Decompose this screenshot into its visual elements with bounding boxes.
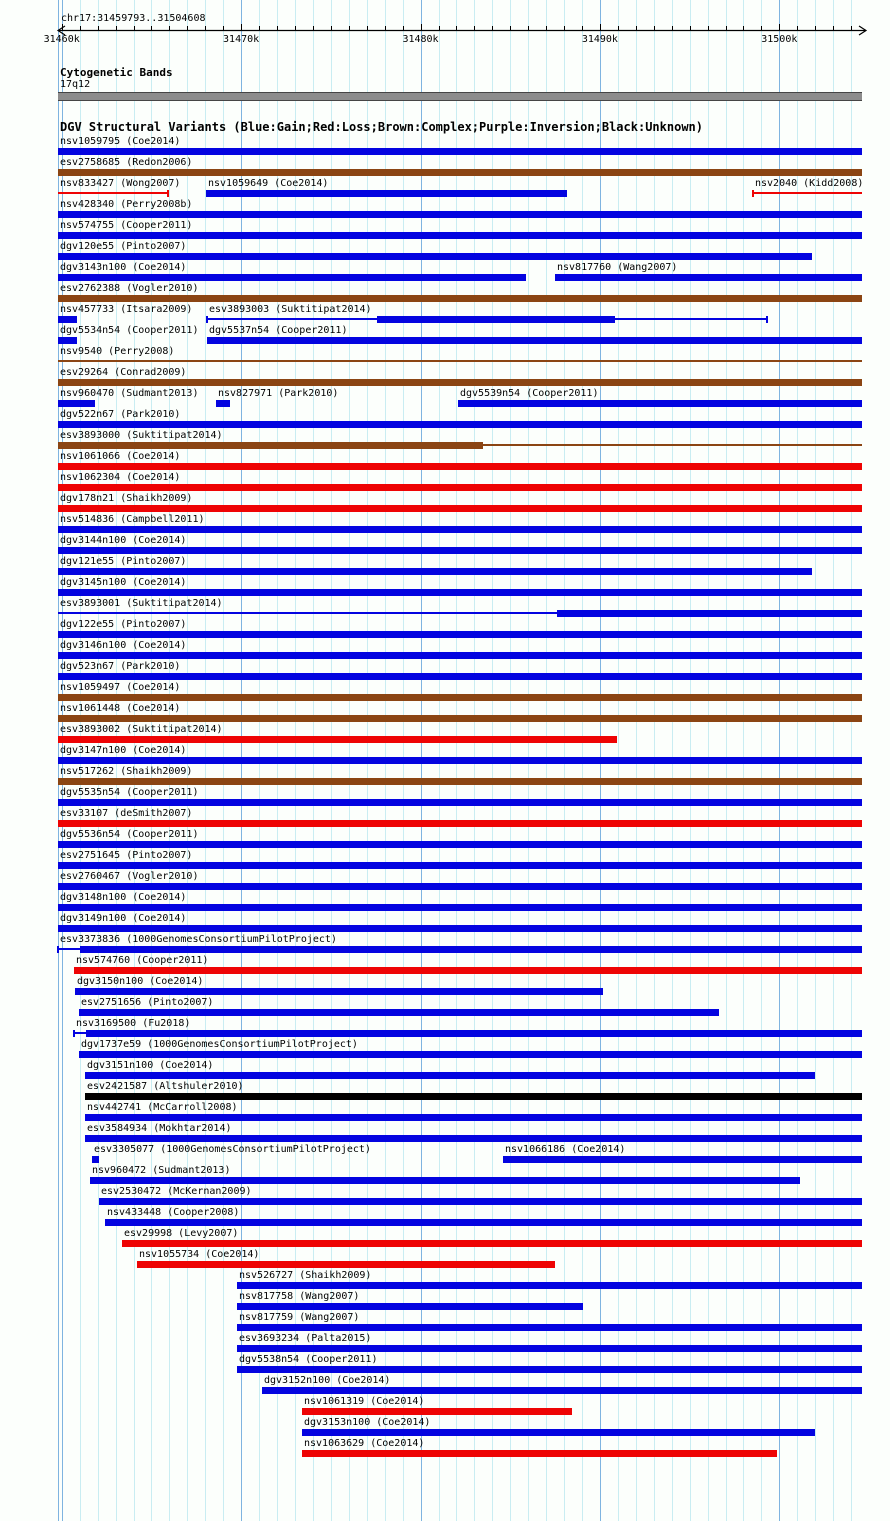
ruler-tick-major (600, 24, 601, 30)
ruler-tick-major (779, 24, 780, 30)
ruler-tick-minor (851, 26, 852, 30)
variant-end-cap (752, 190, 754, 197)
ruler-tick-minor (295, 26, 296, 30)
ruler-tick-minor (492, 26, 493, 30)
variant-bar[interactable] (79, 1009, 719, 1016)
variant-bar[interactable] (458, 400, 862, 407)
variant-end-cap (766, 316, 768, 323)
variant-bar[interactable] (58, 379, 862, 386)
variant-bar[interactable] (58, 673, 862, 680)
variant-bar[interactable] (58, 337, 77, 344)
ruler-tick-minor (259, 26, 260, 30)
ruler-tick-label: 31500k (761, 34, 798, 45)
variant-label[interactable]: nsv1063629 (Coe2014) (304, 1438, 425, 1449)
variant-bar[interactable] (58, 799, 862, 806)
variant-range-line (753, 192, 862, 194)
variant-bar[interactable] (58, 442, 483, 449)
variant-bar[interactable] (92, 1156, 99, 1163)
variant-label[interactable]: dgv5539n54 (Cooper2011) (460, 388, 599, 399)
variant-bar[interactable] (75, 988, 603, 995)
ruler-tick-minor (456, 26, 457, 30)
variant-end-cap (206, 316, 208, 323)
variant-bar[interactable] (237, 1366, 862, 1373)
variant-label[interactable]: nsv442741 (McCarroll2008) (87, 1102, 238, 1113)
variant-bar[interactable] (557, 610, 862, 617)
ruler-tick-minor (313, 26, 314, 30)
variant-range-line (58, 948, 80, 950)
variant-bar[interactable] (58, 253, 812, 260)
variant-label[interactable]: esv29998 (Levy2007) (124, 1228, 239, 1239)
variant-label[interactable]: nsv9540 (Perry2008) (60, 346, 175, 357)
ruler-tick-minor (349, 26, 350, 30)
variant-label[interactable]: nsv1059795 (Coe2014) (60, 136, 181, 147)
variant-range-line (483, 444, 862, 446)
variant-label[interactable]: esv2758685 (Redon2006) (60, 157, 193, 168)
variant-bar[interactable] (58, 232, 862, 239)
variant-bar[interactable] (58, 484, 862, 491)
ruler-tick-minor (331, 26, 332, 30)
variant-bar[interactable] (79, 1051, 862, 1058)
variant-label[interactable]: dgv3143n100 (Coe2014) (60, 262, 187, 273)
variant-label[interactable]: nsv1059497 (Coe2014) (60, 682, 181, 693)
variant-bar[interactable] (237, 1345, 862, 1352)
variant-bar[interactable] (555, 274, 862, 281)
variant-label[interactable]: esv3693234 (Palta2015) (239, 1333, 372, 1344)
ruler-tick-minor (582, 26, 583, 30)
variant-label[interactable]: esv3305077 (1000GenomesConsortiumPilotProject) (94, 1144, 371, 1155)
variant-bar[interactable] (58, 904, 862, 911)
variant-label[interactable]: nsv514836 (Campbell2011) (60, 514, 205, 525)
ruler-tick-minor (134, 26, 135, 30)
variant-label[interactable]: dgv3144n100 (Coe2014) (60, 535, 187, 546)
track-title: DGV Structural Variants (Blue:Gain;Red:Loss;Brown:Complex;Purple:Inversion;Black:Unknown) (60, 120, 703, 134)
region-coordinates: chr17:31459793..31504608 (61, 13, 206, 24)
ruler-tick-minor (726, 26, 727, 30)
variant-label[interactable]: nsv1059649 (Coe2014) (208, 178, 329, 189)
variant-bar[interactable] (58, 631, 862, 638)
variant-bar[interactable] (86, 1030, 862, 1037)
variant-label[interactable]: dgv120e55 (Pinto2007) (60, 241, 187, 252)
variant-bar[interactable] (58, 925, 862, 932)
variant-bar[interactable] (58, 400, 95, 407)
ruler-tick-minor (187, 26, 188, 30)
ruler-tick-minor (205, 26, 206, 30)
variant-bar[interactable] (58, 652, 862, 659)
variant-label[interactable]: nsv457733 (Itsara2009) (60, 304, 193, 315)
variant-label[interactable]: nsv833427 (Wong2007) (60, 178, 181, 189)
variant-label[interactable]: nsv1066186 (Coe2014) (505, 1144, 626, 1155)
variant-label[interactable]: esv2751656 (Pinto2007) (81, 997, 214, 1008)
variant-bar[interactable] (58, 778, 862, 785)
ruler-tick-minor (277, 26, 278, 30)
variant-label[interactable]: esv3893000 (Suktitipat2014) (60, 430, 223, 441)
variant-label[interactable]: nsv574755 (Cooper2011) (60, 220, 193, 231)
variant-label[interactable]: dgv3145n100 (Coe2014) (60, 577, 187, 588)
variant-label[interactable]: dgv3151n100 (Coe2014) (87, 1060, 214, 1071)
variant-bar[interactable] (58, 316, 77, 323)
variant-label[interactable]: esv3893003 (Suktitipat2014) (209, 304, 372, 315)
variant-bar[interactable] (122, 1240, 862, 1247)
ruler-tick-minor (833, 26, 834, 30)
variant-bar[interactable] (85, 1114, 862, 1121)
variant-bar[interactable] (58, 715, 862, 722)
variant-bar[interactable] (85, 1093, 862, 1100)
variant-label[interactable]: nsv2040 (Kidd2008) (755, 178, 864, 189)
variant-bar[interactable] (58, 169, 862, 176)
variant-label[interactable]: esv29264 (Conrad2009) (60, 367, 187, 378)
ruler-tick-minor (636, 26, 637, 30)
variant-label[interactable]: dgv3153n100 (Coe2014) (304, 1417, 431, 1428)
ruler-tick-minor (564, 26, 565, 30)
ruler-tick-minor (223, 26, 224, 30)
variant-label[interactable]: nsv1061066 (Coe2014) (60, 451, 181, 462)
ruler-tick-major (421, 24, 422, 30)
variant-end-cap (57, 946, 59, 953)
variant-bar[interactable] (58, 505, 862, 512)
variant-bar[interactable] (58, 421, 862, 428)
ruler-tick-minor (743, 26, 744, 30)
variant-bar[interactable] (58, 295, 862, 302)
ruler-tick-major (241, 24, 242, 30)
variant-bar[interactable] (206, 190, 567, 197)
variant-label[interactable]: dgv3150n100 (Coe2014) (77, 976, 204, 987)
variant-label[interactable]: nsv960470 (Sudmant2013) (60, 388, 199, 399)
variant-bar[interactable] (302, 1450, 777, 1457)
variant-label[interactable]: dgv5534n54 (Cooper2011) (60, 325, 199, 336)
ruler-tick-label: 31480k (402, 34, 439, 45)
variant-bar[interactable] (302, 1429, 815, 1436)
variant-label[interactable]: dgv3147n100 (Coe2014) (60, 745, 187, 756)
ruler-tick-minor (151, 26, 152, 30)
variant-label[interactable]: nsv428340 (Perry2008b) (60, 199, 193, 210)
ruler-tick-minor (546, 26, 547, 30)
variant-bar[interactable] (58, 148, 862, 155)
ruler-tick-minor (708, 26, 709, 30)
ruler-tick-minor (815, 26, 816, 30)
variant-label[interactable]: dgv3148n100 (Coe2014) (60, 892, 187, 903)
ruler-tick-minor (654, 26, 655, 30)
ruler-tick-label: 31470k (223, 34, 260, 45)
variant-range-line (74, 1032, 86, 1034)
ruler-tick-label: 31460k (43, 34, 80, 45)
variant-label[interactable]: nsv3169500 (Fu2018) (76, 1018, 191, 1029)
variant-range-line (58, 360, 862, 362)
variant-bar[interactable] (58, 274, 526, 281)
variant-bar[interactable] (216, 400, 230, 407)
variant-bar[interactable] (58, 736, 617, 743)
variant-label[interactable]: dgv178n21 (Shaikh2009) (60, 493, 193, 504)
ruler-tick-minor (439, 26, 440, 30)
variant-bar[interactable] (58, 841, 862, 848)
variant-label[interactable]: nsv817760 (Wang2007) (557, 262, 678, 273)
ruler-tick-minor (385, 26, 386, 30)
variant-label[interactable]: esv2751645 (Pinto2007) (60, 850, 193, 861)
ruler-tick-minor (690, 26, 691, 30)
cytoband-name: 17q12 (60, 79, 91, 90)
variant-label[interactable]: nsv526727 (Shaikh2009) (239, 1270, 372, 1281)
variant-bar[interactable] (237, 1282, 862, 1289)
variant-bar[interactable] (58, 547, 862, 554)
variant-label[interactable]: esv2760467 (Vogler2010) (60, 871, 199, 882)
variant-label[interactable]: dgv5538n54 (Cooper2011) (239, 1354, 378, 1365)
variant-label[interactable]: nsv827971 (Park2010) (218, 388, 339, 399)
variant-label[interactable]: nsv1061319 (Coe2014) (304, 1396, 425, 1407)
cytoband-bar[interactable] (58, 92, 862, 101)
variant-bar[interactable] (58, 589, 862, 596)
cytoband-section-title: Cytogenetic Bands (60, 66, 173, 79)
variant-label[interactable]: esv3893002 (Suktitipat2014) (60, 724, 223, 735)
variant-bar[interactable] (58, 757, 862, 764)
variant-bar[interactable] (58, 463, 862, 470)
variant-end-cap (73, 1030, 75, 1037)
variant-label[interactable]: esv33107 (deSmith2007) (60, 808, 193, 819)
variant-label[interactable]: esv2530472 (McKernan2009) (101, 1186, 252, 1197)
variant-label[interactable]: nsv1062304 (Coe2014) (60, 472, 181, 483)
variant-label[interactable]: nsv1055734 (Coe2014) (139, 1249, 260, 1260)
ruler-tick-minor (116, 26, 117, 30)
variant-bar[interactable] (80, 946, 862, 953)
variant-label[interactable]: dgv522n67 (Park2010) (60, 409, 181, 420)
variant-label[interactable]: dgv3152n100 (Coe2014) (264, 1375, 391, 1386)
variant-bar[interactable] (58, 883, 862, 890)
variant-bar[interactable] (74, 967, 862, 974)
variant-bar[interactable] (377, 316, 615, 323)
variant-label[interactable]: dgv523n67 (Park2010) (60, 661, 181, 672)
variant-label[interactable]: dgv1737e59 (1000GenomesConsortiumPilotProject) (81, 1039, 358, 1050)
variant-label[interactable]: nsv574760 (Cooper2011) (76, 955, 209, 966)
ruler-tick-minor (169, 26, 170, 30)
variant-bar[interactable] (105, 1219, 862, 1226)
ruler-tick-minor (761, 26, 762, 30)
variant-bar[interactable] (85, 1072, 815, 1079)
ruler-tick-minor (403, 26, 404, 30)
variant-bar[interactable] (85, 1135, 862, 1142)
variant-bar[interactable] (207, 337, 862, 344)
variant-label[interactable]: dgv121e55 (Pinto2007) (60, 556, 187, 567)
variant-label[interactable]: esv3373836 (1000GenomesConsortiumPilotProject) (60, 934, 337, 945)
variant-end-cap (167, 190, 169, 197)
variant-bar[interactable] (503, 1156, 862, 1163)
ruler-tick-minor (80, 26, 81, 30)
variant-label[interactable]: nsv1061448 (Coe2014) (60, 703, 181, 714)
ruler-tick-minor (98, 26, 99, 30)
variant-label[interactable]: esv3893001 (Suktitipat2014) (60, 598, 223, 609)
variant-label[interactable]: dgv5536n54 (Cooper2011) (60, 829, 199, 840)
variant-bar[interactable] (58, 694, 862, 701)
variant-range-line (58, 192, 168, 194)
variant-range-line (58, 612, 557, 614)
variant-bar[interactable] (262, 1387, 862, 1394)
variant-bar[interactable] (58, 862, 862, 869)
variant-label[interactable]: dgv5537n54 (Cooper2011) (209, 325, 348, 336)
variant-bar[interactable] (58, 211, 862, 218)
variant-label[interactable]: dgv5535n54 (Cooper2011) (60, 787, 199, 798)
variant-label[interactable]: dgv3149n100 (Coe2014) (60, 913, 187, 924)
variant-bar[interactable] (237, 1324, 862, 1331)
variant-label[interactable]: nsv960472 (Sudmant2013) (92, 1165, 231, 1176)
ruler-tick-label: 31490k (581, 34, 618, 45)
variant-bar[interactable] (237, 1303, 583, 1310)
variant-bar[interactable] (302, 1408, 572, 1415)
ruler-tick-minor (797, 26, 798, 30)
ruler-tick-minor (672, 26, 673, 30)
variant-bar[interactable] (137, 1261, 555, 1268)
variant-label[interactable]: nsv433448 (Cooper2008) (107, 1207, 240, 1218)
variant-label[interactable]: nsv517262 (Shaikh2009) (60, 766, 193, 777)
ruler-tick-minor (367, 26, 368, 30)
variant-label[interactable]: dgv122e55 (Pinto2007) (60, 619, 187, 630)
variant-label[interactable]: nsv817759 (Wang2007) (239, 1312, 360, 1323)
ruler-tick-minor (510, 26, 511, 30)
ruler-tick-major (62, 24, 63, 30)
ruler-tick-minor (528, 26, 529, 30)
variant-bar[interactable] (99, 1198, 862, 1205)
variant-label[interactable]: esv2762388 (Vogler2010) (60, 283, 199, 294)
variant-bar[interactable] (58, 526, 862, 533)
variant-label[interactable]: esv2421587 (Altshuler2010) (87, 1081, 244, 1092)
variant-bar[interactable] (58, 820, 862, 827)
variant-label[interactable]: dgv3146n100 (Coe2014) (60, 640, 187, 651)
variant-bar[interactable] (90, 1177, 800, 1184)
ruler-tick-minor (474, 26, 475, 30)
variant-label[interactable]: nsv817758 (Wang2007) (239, 1291, 360, 1302)
ruler-tick-minor (618, 26, 619, 30)
variant-label[interactable]: esv3584934 (Mokhtar2014) (87, 1123, 232, 1134)
variant-bar[interactable] (58, 568, 812, 575)
